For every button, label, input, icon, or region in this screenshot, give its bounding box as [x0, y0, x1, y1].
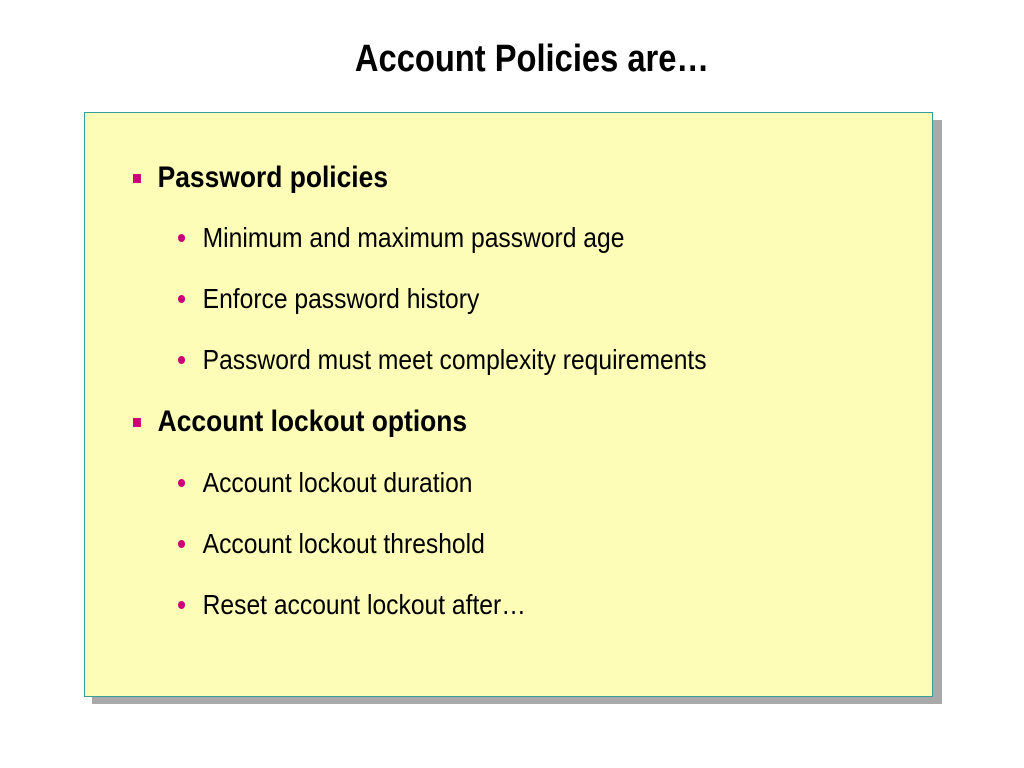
- round-bullet-icon: [178, 295, 185, 303]
- square-bullet-icon: [133, 418, 141, 427]
- round-bullet-icon: [178, 479, 185, 487]
- list-item: [178, 467, 472, 499]
- list-item-heading: [133, 161, 388, 195]
- list-item-label: Account lockout threshold: [202, 528, 485, 559]
- square-bullet-icon: [133, 174, 141, 183]
- round-bullet-icon: [178, 601, 185, 609]
- slide-title: Account Policies are…: [354, 38, 710, 80]
- round-bullet-icon: [178, 356, 185, 364]
- list-item: [178, 344, 707, 376]
- list-item-label: Password must meet complexity requirements: [202, 344, 707, 375]
- list-item-label: Reset account lockout after…: [202, 589, 526, 620]
- list-item: [178, 589, 526, 621]
- list-item: [178, 528, 485, 560]
- list-item-label: Account lockout duration: [202, 467, 473, 498]
- round-bullet-icon: [178, 234, 185, 242]
- content-panel: [84, 112, 933, 697]
- list-item-label: Enforce password history: [202, 283, 480, 314]
- list-item: [178, 222, 624, 254]
- list-item-heading: [133, 405, 467, 439]
- round-bullet-icon: [178, 540, 185, 548]
- section-heading-password-policies: Password policies: [157, 161, 389, 194]
- list-item-label: Minimum and maximum password age: [202, 222, 625, 253]
- list-item: [178, 283, 479, 315]
- section-heading-account-lockout: Account lockout options: [157, 405, 468, 438]
